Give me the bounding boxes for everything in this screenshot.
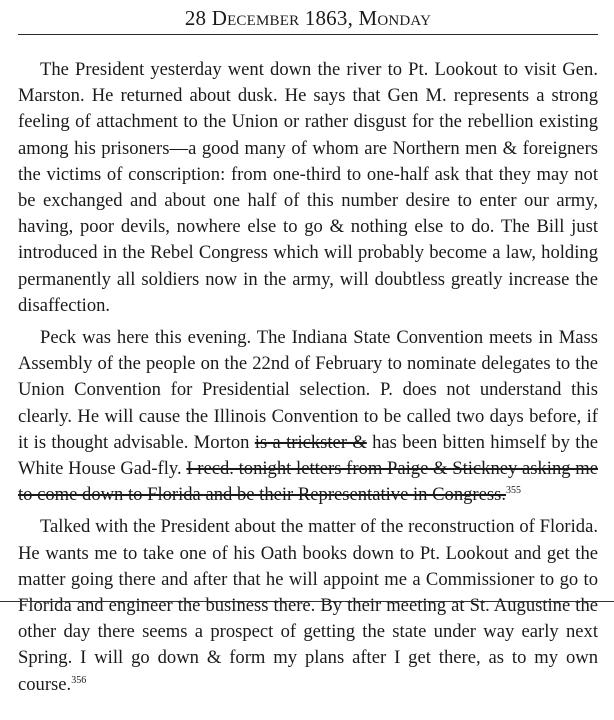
footnote-ref: 355 [505, 485, 521, 497]
struck-text: is a trickster & [254, 431, 367, 453]
footnote-ref: 356 [71, 674, 87, 686]
separator-line [0, 601, 614, 602]
heading-rule [18, 34, 598, 35]
text-run: has been bitten himself by the White House Gad-fly. [18, 431, 599, 480]
paragraph [18, 514, 598, 697]
text-run: Peck was here this evening. The Indiana State Convention meets in Mass Assembly of the people on the 22nd of February to nominate delegates to the Union Convention for Presidential selection. P. does not understand this clearly. He will cause the Illinois Convention to be called two days before, if it is thought advisable. Morton [18, 327, 598, 453]
paragraph [18, 325, 598, 508]
struck-text: I recd. tonight letters from Paige & Stickney asking me to come down to Florida and be their Representative in Congress. [18, 458, 598, 506]
text-run: The President yesterday went down the river to Pt. Lookout to visit Gen. Marston. He returned about dusk. He says that Gen M. represents a strong feeling of attachment to the Union or rather disgust for the rebellion existing among his prisoners—a good many of whom are Northern men & foreigners the victims of conscription: from one-third to one-half ask that they may not be exchanged and about one half of this number desire to enter our army, having, poor devils, nowhere else to go & nothing else to do. The Bill just introduced in the Rebel Congress which will probably become a law, holding permanently all soldiers now in the army, will doubtless greatly increase the disaffection. [18, 59, 598, 316]
paragraph [18, 57, 598, 319]
page-heading: 28 December 1863, Monday [184, 6, 432, 30]
text-run: Talked with the President about the matter of the reconstruction of Florida. He wants me to take one of his Oath books down to Pt. Lookout and get the matter going there and after that he will appoint me a Commissioner to go to Florida and engineer the business there. By their meeting at St. Augustine the other day there seems a prospect of getting the state under way early next Spring. I will go down & form my plans after I get there, as to my own course. [18, 516, 598, 695]
